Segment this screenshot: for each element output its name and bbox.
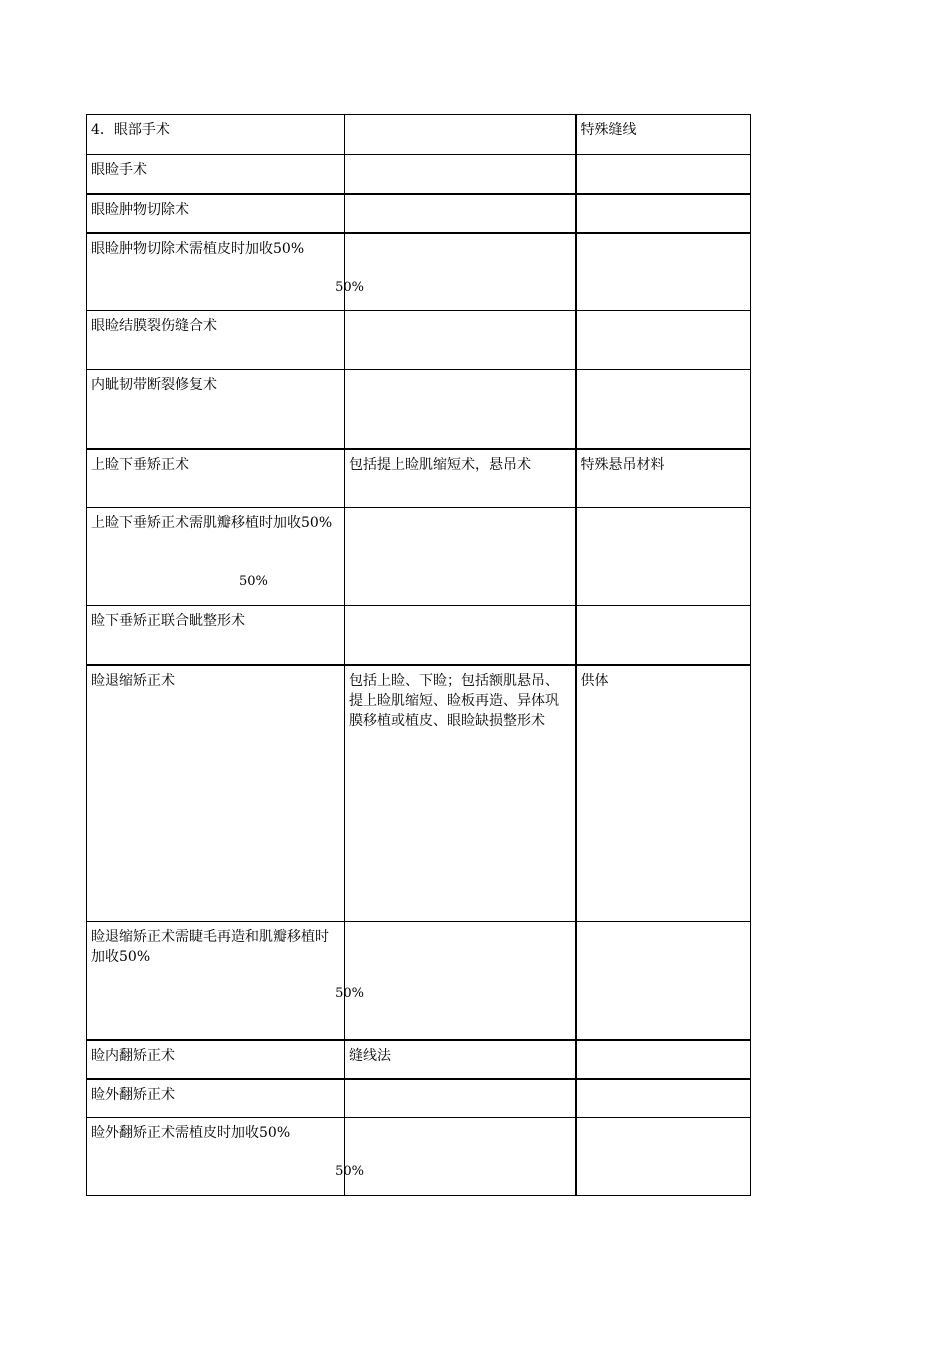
item-content: 缝线法 [349,1047,391,1064]
item-excluded-cell[interactable] [576,508,751,606]
item-name-cell[interactable] [87,370,345,449]
item-name-cell[interactable] [87,665,345,922]
item-name-cell[interactable] [87,922,364,1040]
table-row [87,370,751,449]
item-content-cell[interactable] [345,1118,576,1196]
item-name-cell[interactable] [87,233,364,311]
item-name: 上睑下垂矫正术 [91,456,189,473]
item-excluded: 特殊悬吊材料 [580,456,665,473]
item-excluded-cell[interactable] [576,311,751,370]
item-content-cell[interactable] [345,665,576,922]
item-content-cell[interactable] [345,311,576,370]
item-excluded-cell[interactable] [576,922,751,1040]
item-name-cell[interactable] [87,1040,345,1079]
item-excluded-cell[interactable] [576,665,751,922]
item-content-cell[interactable] [345,508,576,606]
item-excluded-cell[interactable] [576,233,751,311]
table-row [87,1079,751,1118]
item-excluded-cell[interactable] [576,115,751,155]
item-name: 上睑下垂矫正术需肌瓣移植时加收50% [91,515,333,531]
item-excluded-cell[interactable] [576,449,751,508]
table-row [87,606,751,665]
item-excluded-cell[interactable] [576,155,751,194]
item-content-cell[interactable] [345,370,576,449]
item-content-cell[interactable] [345,115,576,155]
item-content: 包括上睑、下睑；包括额肌悬吊、提上睑肌缩短、睑板再造、异体巩膜移植或植皮、眼睑缺损整形术 [349,672,559,729]
table-row [87,449,751,508]
item-content: 包括提上睑肌缩短术，悬吊术 [349,456,531,473]
item-name-cell[interactable] [87,311,345,370]
item-name: 眼睑肿物切除术 [91,201,189,218]
item-excluded-cell[interactable] [576,370,751,449]
item-excluded-cell[interactable] [576,1118,751,1196]
item-content-cell[interactable] [345,922,576,1040]
item-name: 睑退缩矫正术需睫毛再造和肌瓣移植时加收50% [91,929,329,965]
table-row [87,922,751,1040]
item-name: 睑退缩矫正术 [91,672,175,689]
table-row [87,508,751,606]
fee-table [86,114,751,1196]
item-name-cell[interactable] [87,1079,345,1118]
item-excluded-cell[interactable] [576,1079,751,1118]
item-content-cell[interactable] [345,155,576,194]
item-content-cell[interactable] [345,233,576,311]
item-name: 眼睑结膜裂伤缝合术 [91,318,217,334]
item-content-cell[interactable] [345,1079,576,1118]
surcharge-percent: 50% [239,574,268,589]
table-row [87,233,751,311]
item-content-cell[interactable] [345,1040,576,1079]
item-name-cell[interactable] [87,1118,364,1196]
item-name-cell[interactable] [87,194,345,233]
item-name: 睑下垂矫正联合眦整形术 [91,613,245,629]
item-excluded: 特殊缝线 [580,122,637,138]
table-row [87,665,751,922]
table-row [87,1040,751,1079]
surcharge-percent: 50% [335,279,364,295]
table-row [87,1118,751,1196]
item-name-cell[interactable] [87,508,345,606]
item-content-cell[interactable] [345,606,576,665]
item-name: 睑内翻矫正术 [91,1047,175,1064]
item-excluded-cell[interactable] [576,194,751,233]
item-name-cell[interactable] [87,115,345,155]
item-name-cell[interactable] [87,449,345,508]
surcharge-percent: 50% [335,1164,364,1179]
item-content-cell[interactable] [345,194,576,233]
item-excluded: 供体 [580,672,609,689]
item-name: 睑外翻矫正术需植皮时加收50% [91,1125,291,1141]
table-row [87,115,751,155]
item-name: 眼睑肿物切除术需植皮时加收50% [91,240,305,257]
surcharge-percent: 50% [335,986,364,1001]
item-content-cell[interactable] [345,449,576,508]
item-name: 睑外翻矫正术 [91,1086,175,1103]
table-row [87,194,751,233]
item-excluded-cell[interactable] [576,606,751,665]
item-name: 内眦韧带断裂修复术 [91,377,217,393]
item-name: 4．眼部手术 [91,122,170,138]
table-row [87,155,751,194]
item-name-cell[interactable] [87,606,345,665]
item-name: 眼睑手术 [91,162,147,178]
item-name-cell[interactable] [87,155,345,194]
table-row [87,311,751,370]
item-excluded-cell[interactable] [576,1040,751,1079]
